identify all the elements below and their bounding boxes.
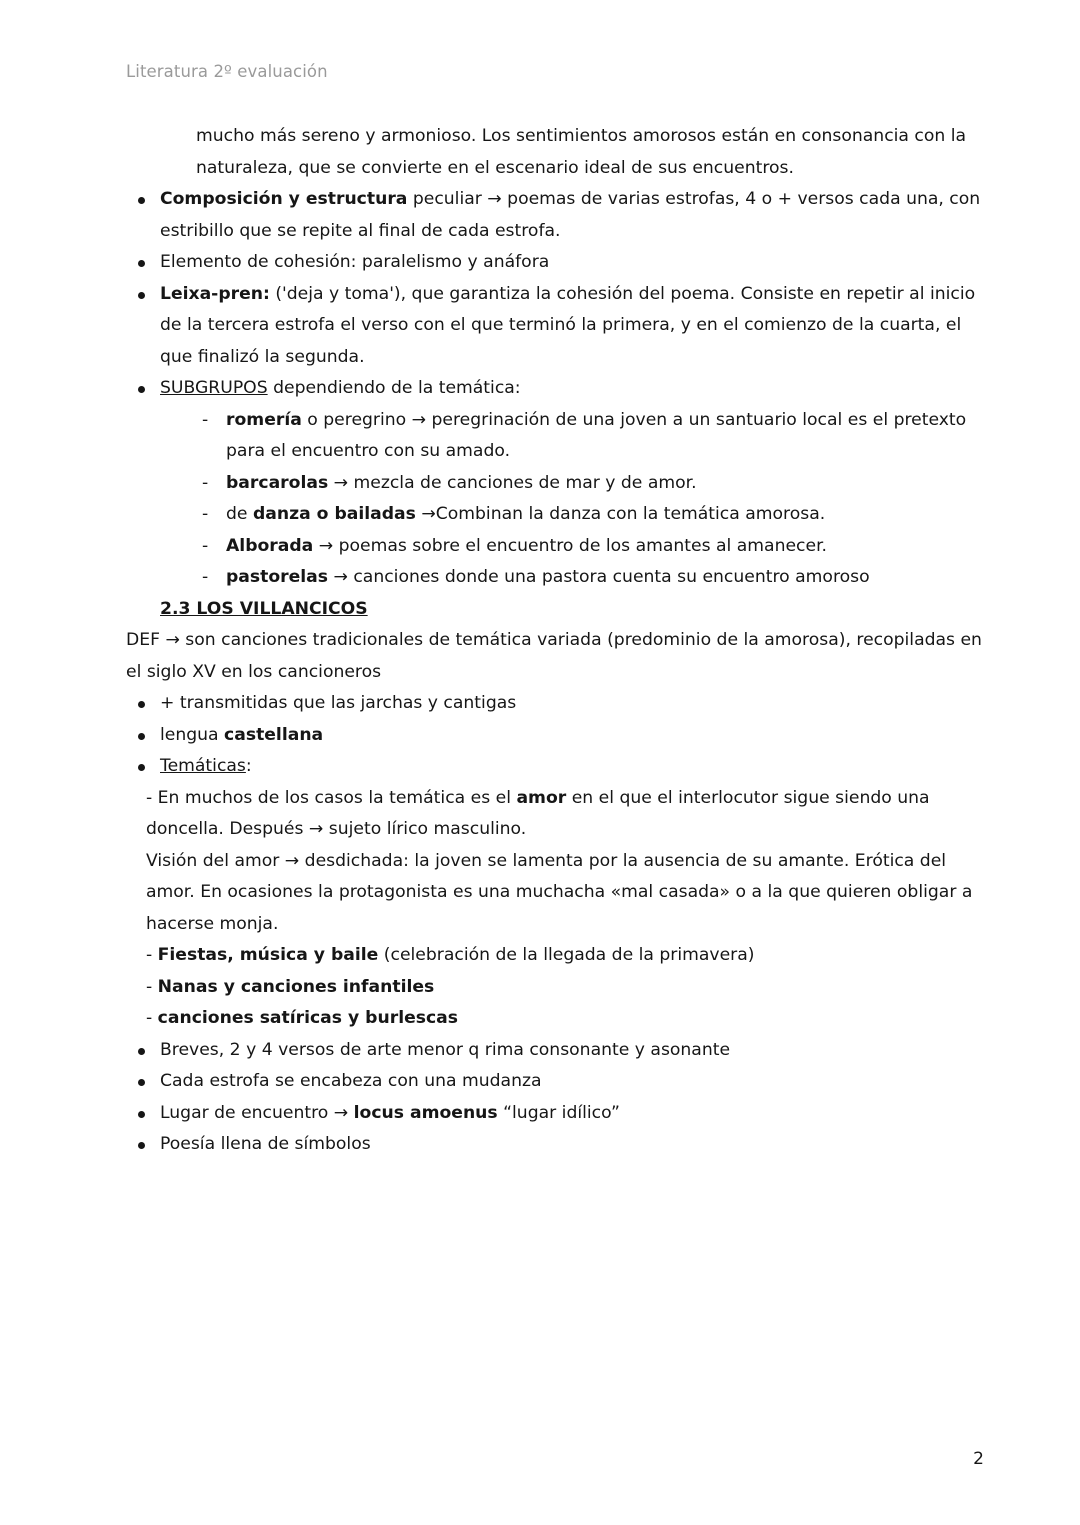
list-item <box>126 1035 984 1067</box>
list-item-tematicas <box>126 751 984 783</box>
list-item <box>192 531 984 563</box>
subgrupo-text: →Combinan la danza con la temática amorosa. <box>415 504 826 524</box>
tematicas-bold: Fiestas, música y baile <box>157 945 379 965</box>
subgrupos-label-rest: dependiendo de la temática: <box>267 378 521 398</box>
tematicas-line <box>146 783 984 846</box>
section-definition: DEF → son canciones tradicionales de temática variada (predominio de la amorosa), recopiladas en el siglo XV en los cancioneros <box>126 630 982 682</box>
list-item <box>126 1098 984 1130</box>
subgrupo-name: barcarolas <box>226 472 329 493</box>
villancicos-bullet-list <box>126 688 984 783</box>
tematicas-post: (celebración de la llegada de la primavera) <box>378 945 755 965</box>
subgrupo-name: romería <box>226 409 302 430</box>
bullet-text: + transmitidas que las jarchas y cantigas <box>160 693 517 713</box>
bullet-text: peculiar → poemas de varias estrofas, 4 o + versos cada una, con estribillo que se repite al final de cada estrofa. <box>160 189 981 241</box>
villancicos-bottom-bullet-list <box>126 1035 984 1161</box>
tematicas-line <box>146 1003 984 1035</box>
subgrupos-list <box>192 405 984 594</box>
list-item <box>192 562 984 594</box>
subgrupo-name: danza o bailadas <box>252 504 416 524</box>
subgrupo-name: Alborada <box>226 535 314 556</box>
list-item <box>126 184 984 247</box>
bullet-text: Elemento de cohesión: paralelismo y anáfora <box>160 252 550 272</box>
subgrupo-text: → mezcla de canciones de mar y de amor. <box>328 472 697 493</box>
subgrupo-text: → canciones donde una pastora cuenta su encuentro amoroso <box>328 567 870 587</box>
tematicas-bold: amor <box>516 787 567 808</box>
bullet-pre: Lugar de encuentro → <box>160 1102 354 1123</box>
bullet-bold-tail: castellana <box>224 724 324 745</box>
tematicas-post: en el que el interlocutor sigue siendo una doncella. Después → sujeto lírico masculino. <box>146 787 930 839</box>
list-item-subgrupos <box>126 373 984 405</box>
bullet-text: lengua <box>160 724 225 745</box>
document-body <box>126 121 984 1161</box>
tematicas-bold: canciones satíricas y burlescas <box>157 1008 458 1028</box>
list-item <box>126 688 984 720</box>
document-header: Literatura 2º evaluación <box>126 62 328 81</box>
subgrupo-pre: de <box>226 504 253 524</box>
tematicas-pre: - <box>146 976 158 997</box>
tematicas-bold: Nanas y canciones infantiles <box>157 976 435 997</box>
subgrupos-label: SUBGRUPOS <box>160 378 268 398</box>
list-item <box>192 499 984 531</box>
list-item <box>126 279 984 374</box>
section-heading-2-3: 2.3 LOS VILLANCICOS <box>160 598 368 619</box>
top-bullet-list <box>126 184 984 405</box>
subgrupo-name: pastorelas <box>226 567 329 587</box>
bullet-post: “lugar idílico” <box>497 1102 620 1123</box>
list-item <box>192 468 984 500</box>
bullet-text: ('deja y toma'), que garantiza la cohesión del poema. Consiste en repetir al inicio de la tercera estrofa el verso con el que terminó la primera, y en el comienzo de la cuarta, el que finalizó la segunda. <box>160 283 976 367</box>
list-item <box>126 1129 984 1161</box>
intro-paragraph: mucho más sereno y armonioso. Los sentimientos amorosos están en consonancia con la naturaleza, que se convierte en el escenario ideal de sus encuentros. <box>196 126 967 178</box>
tematicas-pre: - En muchos de los casos la temática es el <box>146 787 517 808</box>
bullet-bold-lead: Leixa-pren: <box>160 283 270 304</box>
tematicas-pre: - <box>146 1008 158 1028</box>
list-item <box>126 1066 984 1098</box>
tematicas-label: Temáticas <box>160 756 246 776</box>
tematicas-pre: - <box>146 945 158 965</box>
tematicas-label-rest: : <box>245 756 252 776</box>
tematicas-line <box>146 972 984 1004</box>
bullet-text: Cada estrofa se encabeza con una mudanza <box>160 1071 542 1091</box>
subgrupo-text: o peregrino → peregrinación de una joven a un santuario local es el pretexto para el encuentro con su amado. <box>226 409 967 461</box>
tematicas-line: Visión del amor → desdichada: la joven se lamenta por la ausencia de su amante. Erótica del amor. En ocasiones la protagonista es una muchacha «mal casada» o a la que quieren obligar a hacerse monja. <box>146 850 973 934</box>
intro-block <box>196 121 984 184</box>
list-item <box>192 405 984 468</box>
tematicas-block <box>146 783 984 1035</box>
list-item <box>126 247 984 279</box>
bullet-bold-mid: locus amoenus <box>353 1102 498 1123</box>
page-number: 2 <box>973 1449 984 1469</box>
bullet-text: Poesía llena de símbolos <box>160 1134 371 1154</box>
list-item <box>126 720 984 752</box>
bullet-bold-lead: Composición y estructura <box>160 189 408 209</box>
tematicas-line <box>146 940 984 972</box>
bullet-text: Breves, 2 y 4 versos de arte menor q rima consonante y asonante <box>160 1039 731 1060</box>
subgrupo-text: → poemas sobre el encuentro de los amantes al amanecer. <box>313 535 828 556</box>
